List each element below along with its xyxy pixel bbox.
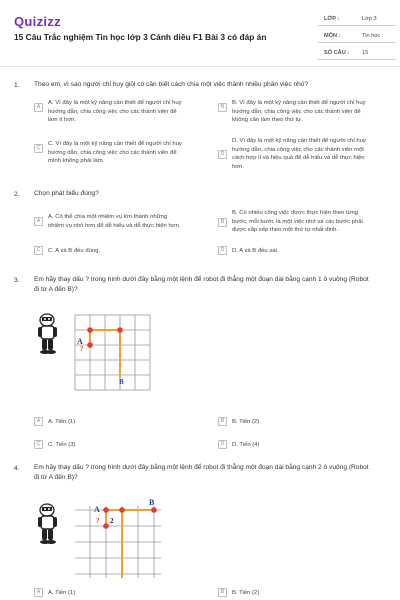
option-line: hướng dẫn, chia công việc cho các thành viên một [232, 146, 364, 153]
option-line: cách hợp lí và hiệu quả để dễ hiểu và dễ thực hiện [232, 155, 365, 162]
meta-value: 15 [362, 50, 369, 56]
option-letter-box: D [218, 246, 227, 255]
question-text: Theo em, vì sao người chỉ huy giỏi có cần biết cách chia một việc thành nhiều phần việc nhỏ? [34, 81, 309, 88]
option-letter-box: C [34, 246, 43, 255]
answer-option-a[interactable] [34, 213, 214, 235]
option-text [48, 99, 182, 125]
label-b: B [149, 498, 155, 507]
option-line: nhiệm vụ nhỏ hơn để dễ hiểu và dễ thực hiện hơn. [48, 222, 181, 229]
label-question-mark: ? [96, 517, 100, 525]
meta-value: Lớp 3 [362, 16, 377, 22]
meta-row-grade [318, 10, 396, 26]
option-line: B. Tiến (2) [232, 418, 260, 425]
meta-row-subject [318, 27, 396, 43]
robot-grid-svg [36, 496, 166, 578]
option-line: hướng dẫn, chia công việc cho các thành viên để [232, 108, 361, 115]
answer-option-b[interactable] [218, 99, 396, 131]
option-text [48, 140, 182, 166]
option-letter-box: C [34, 440, 43, 449]
option-line: B. Tiến (2) [232, 589, 260, 596]
option-text [48, 418, 75, 427]
robot-grid-svg [36, 310, 156, 392]
point-a-marker [103, 523, 109, 529]
option-line: không cần làm theo thứ tự. [232, 117, 303, 124]
answer-option-c[interactable] [34, 440, 184, 452]
answer-option-a[interactable] [34, 417, 184, 429]
option-line: C. A và B đều đúng. [48, 247, 101, 254]
answer-option-b[interactable] [218, 209, 396, 239]
option-line: A. Tiến (1) [48, 418, 76, 425]
option-line: được sắp xếp theo một thứ tự nhất định. [232, 227, 339, 234]
question-number: 4. [14, 465, 20, 472]
option-text [232, 418, 259, 427]
option-letter-box: D [218, 150, 227, 159]
option-line: hơn. [232, 163, 245, 170]
option-line: C. Tiến (3) [48, 441, 76, 448]
turn-marker [117, 327, 123, 333]
question-text: Chọn phát biểu đúng? [34, 190, 99, 197]
point-a-marker [87, 342, 93, 348]
document-title: 15 Câu Trắc nghiệm Tin học lớp 3 Cánh diều F1 Bài 3 có đáp án [14, 32, 267, 42]
option-line: D. Vì đây là một kỹ năng cần thiết để người chỉ huy [232, 138, 366, 144]
question-text [34, 463, 389, 483]
answer-option-b[interactable] [218, 588, 368, 600]
option-line: A. Tiến (1) [48, 589, 76, 596]
question-number: 1. [14, 82, 20, 89]
option-letter-box: D [218, 440, 227, 449]
answer-option-b[interactable] [218, 417, 368, 429]
meta-key: LỚP : [324, 16, 340, 22]
question-line: đi từ A đến B)? [34, 286, 78, 293]
answer-option-a[interactable] [34, 588, 184, 600]
option-line: D. Tiến (4) [232, 441, 260, 448]
option-text [48, 441, 76, 450]
option-text [232, 589, 259, 598]
answer-option-c[interactable] [34, 140, 214, 172]
option-text [232, 247, 279, 256]
option-letter-box: A [34, 103, 43, 112]
meta-value: Tin học [362, 33, 381, 39]
label-b: B [119, 378, 124, 386]
option-text [48, 589, 75, 598]
answer-option-d[interactable] [218, 440, 368, 452]
header-divider [0, 66, 400, 67]
meta-row-count [318, 44, 396, 60]
option-letter-box: A [34, 217, 43, 226]
label-a: A [77, 337, 83, 346]
option-text [48, 213, 181, 230]
question-line: Em hãy thay dấu ? trong hình dưới đây bằng một lệnh để robot đi thẳng một đoạn dài bằng cạnh 1 ô vuông (Robot [34, 276, 369, 283]
option-line: B. Có nhiều công việc được thực hiện theo từng [232, 210, 359, 216]
question-number: 2. [14, 191, 20, 198]
option-line: D. A và B đều sai. [232, 247, 279, 254]
answer-option-d[interactable] [218, 137, 396, 177]
meta-key: MÔN : [324, 33, 341, 39]
option-text [48, 247, 100, 256]
option-line: A. Có thể chia một nhiệm vụ lớn thành những [48, 214, 168, 220]
option-line: mình không phải làm. [48, 158, 105, 165]
option-letter-box: B [218, 588, 227, 597]
label-a: A [94, 505, 100, 514]
turn-marker [103, 507, 109, 513]
option-text [232, 209, 363, 235]
option-letter-box: B [218, 103, 227, 112]
option-letter-box: B [218, 218, 227, 227]
option-line: hướng dẫn, chia công việc cho các thành viên để [48, 108, 177, 115]
question-line: đi từ A đến B)? [34, 474, 78, 481]
turn-marker [87, 327, 93, 333]
option-line: bước, mỗi bước là một việc nhỏ và các bước phải [232, 218, 363, 225]
page-header [0, 0, 400, 70]
label-question-mark: ? [80, 345, 84, 353]
label-two: 2 [110, 517, 114, 525]
option-line: A. Vì đây là một kỹ năng cần thiết để người chỉ huy [48, 100, 182, 106]
option-letter-box: C [34, 144, 43, 153]
answer-option-c[interactable] [34, 246, 214, 260]
turn-marker [119, 507, 125, 513]
option-text [232, 441, 260, 450]
option-line: làm ít hơn. [48, 117, 77, 124]
question-line: Em hãy thay dấu ? trong hình dưới đây bằng một lệnh để robot đi thẳng một đoạn dài bằng cạnh 2 ô vuông (Robot [34, 464, 369, 471]
grid-lines [75, 315, 150, 390]
option-letter-box: B [218, 417, 227, 426]
question-number: 3. [14, 277, 20, 284]
option-letter-box: A [34, 417, 43, 426]
option-letter-box: A [34, 588, 43, 597]
grid-lines [75, 506, 161, 578]
answer-option-a[interactable] [34, 99, 214, 131]
meta-table [318, 10, 396, 58]
robot-grid-figure [36, 496, 166, 578]
quizizz-logo: Quizizz [14, 14, 61, 29]
option-line: B. Vì đây là một kỹ năng cần thiết để người chỉ huy [232, 100, 366, 106]
option-text [232, 99, 366, 125]
option-line: C. Vì đây là một kỹ năng cần thiết để người chỉ huy [48, 141, 182, 147]
meta-key: SỐ CÂU : [324, 50, 350, 56]
robot-icon [38, 504, 57, 544]
answer-option-d[interactable] [218, 246, 396, 260]
robot-icon [38, 314, 57, 354]
option-text [232, 137, 366, 171]
option-line: hướng dẫn, chia công việc cho các thành viên để [48, 149, 177, 156]
robot-grid-figure [36, 310, 156, 392]
question-text [34, 275, 389, 295]
point-b-marker [151, 507, 157, 513]
